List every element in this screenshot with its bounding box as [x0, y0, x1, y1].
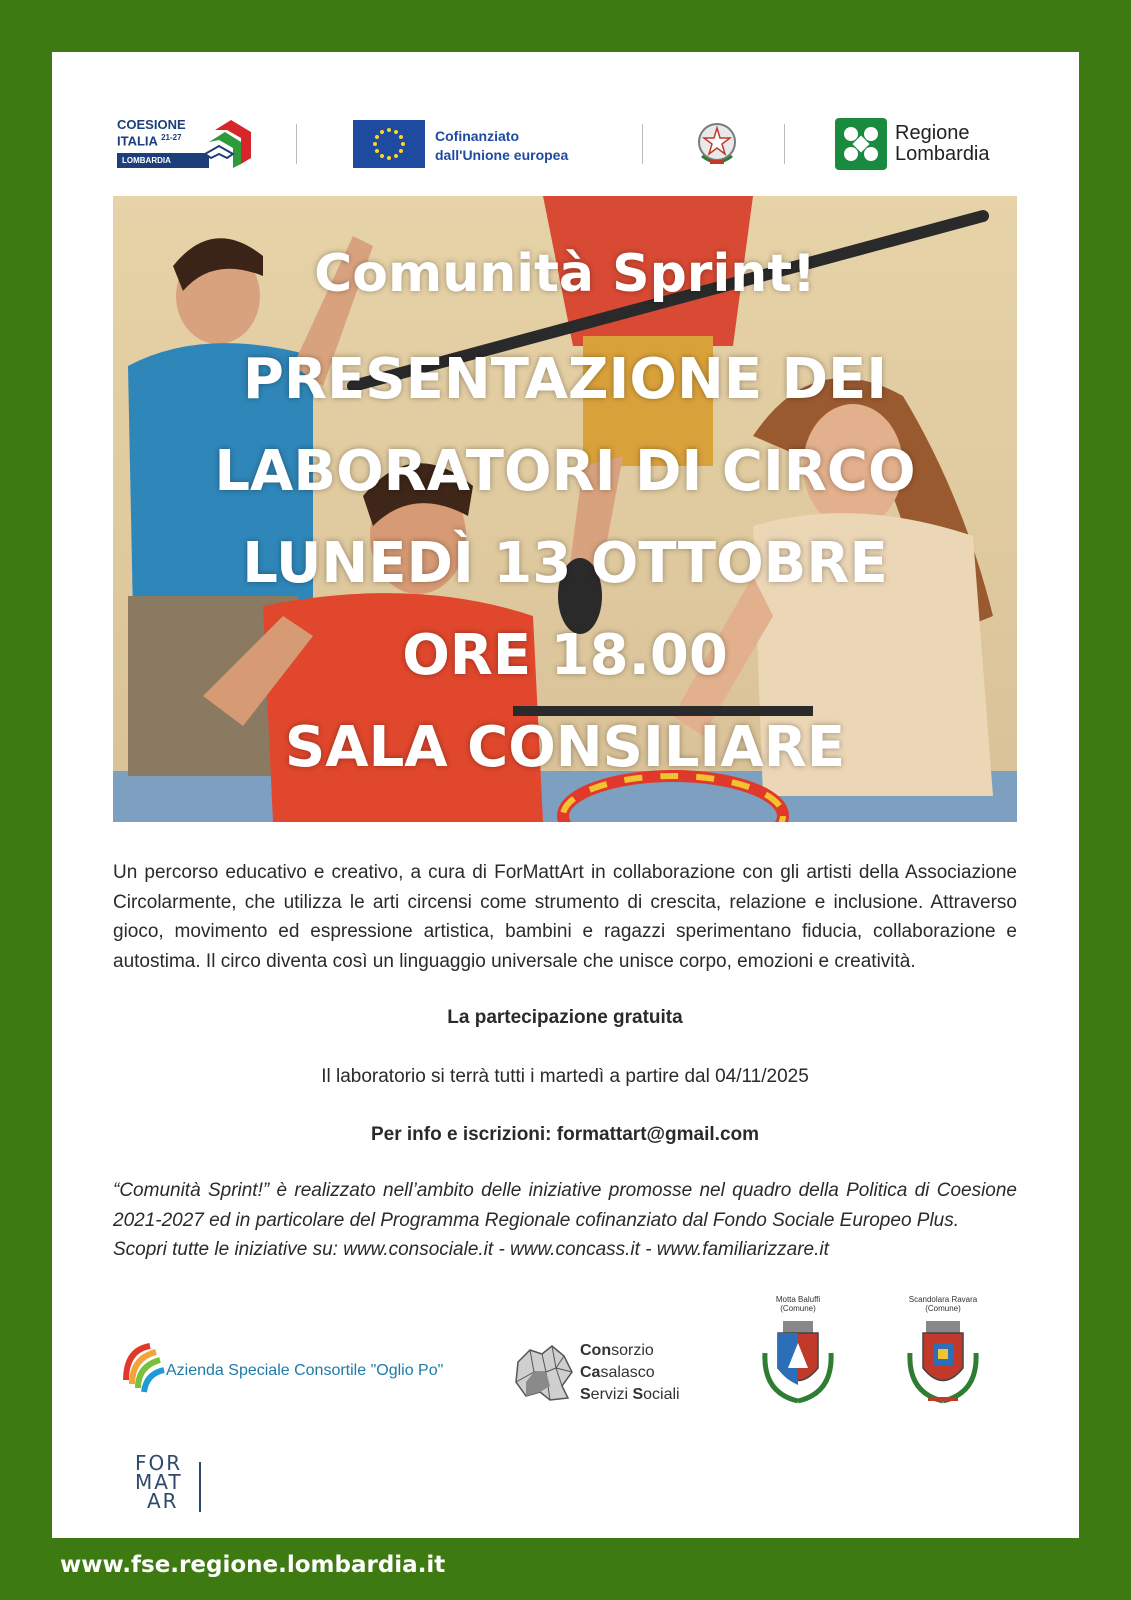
eu-flag-icon: [353, 120, 425, 168]
motta-coat-of-arms-icon: [753, 1313, 843, 1413]
consorzio-map-icon: [512, 1342, 576, 1404]
consorzio-word-3: ervizi: [590, 1386, 633, 1403]
azienda-oglio-po-logo: [120, 1340, 465, 1394]
websites-line: Scopri tutte le iniziative su: www.consociale.it - www.concass.it - www.familiarizzare.it: [113, 1239, 829, 1260]
intro-paragraph: Un percorso educativo e creativo, a cura di ForMattArt in collaborazione con gli artisti della Associazione Circolarmente, che utilizza le arti circensi come strumento di crescita, relazione e inclusione. Attraverso gioco, movimento ed espressione artistica, bambini e ragazzi sperimentano fiducia, collaborazione e autostima. Il circo diventa così un linguaggio universale che unisce corpo, emozioni e creatività.: [113, 862, 1017, 972]
event-date: LUNEDÌ 13 OTTOBRE: [242, 531, 888, 596]
event-heading-line-3: LABORATORI DI CIRCO: [214, 439, 916, 504]
lombardia-line1: Regione: [895, 122, 970, 144]
formatt-bar: [199, 1462, 201, 1512]
eu-line1: Cofinanziato: [435, 128, 519, 144]
coesione-region-label: LOMBARDIA: [117, 153, 209, 168]
scandolara-ravara-crest: [898, 1295, 988, 1418]
azienda-name: Azienda Speciale Consortile "Oglio Po": [166, 1362, 444, 1379]
event-heading-line-2: PRESENTAZIONE DEI: [242, 347, 888, 412]
logo-divider: [784, 124, 785, 164]
formatt-line1: FOR: [135, 1451, 183, 1475]
motta-baluffi-name: Motta Baluffi: [775, 1295, 821, 1304]
motta-baluffi-sub: (Comune): [780, 1304, 816, 1313]
event-venue: SALA CONSILIARE: [284, 715, 846, 780]
lombardia-rose-icon: [835, 118, 887, 170]
hero-title-block: [113, 244, 1017, 794]
formatt-line3: AR: [147, 1489, 179, 1513]
eu-line2: dall'Unione europea: [435, 147, 569, 163]
coesione-arrow-icon: [205, 118, 253, 168]
consorzio-initial-s2: S: [632, 1386, 644, 1403]
consorzio-casalasco-logo: [512, 1340, 692, 1410]
azienda-swirl-icon: [120, 1340, 166, 1394]
formatt-line2: MAT: [135, 1470, 183, 1494]
logo-divider: [296, 124, 297, 164]
info-contact-line: Per info e iscrizioni: formattart@gmail.com: [370, 1124, 760, 1145]
funding-note-text: “Comunità Sprint!” è realizzato nell’ambito delle iniziative promosse nel quadro della Politica di Coesione 2021-2027 ed in particolare del Programma Regionale cofinanziato dal Fondo Sociale Europeo Plus.: [113, 1180, 1017, 1231]
funding-note: [113, 1176, 1017, 1265]
coesione-label: COESIONE: [117, 117, 186, 132]
logo-divider: [642, 124, 643, 164]
event-title: Comunità Sprint!: [314, 244, 816, 304]
schedule-line: Il laboratorio si terrà tutti i martedì a partire dal 04/11/2025: [321, 1066, 809, 1087]
motta-baluffi-crest: [753, 1295, 843, 1418]
formattart-logo: [135, 1451, 215, 1520]
consorzio-initial-con: Con: [580, 1342, 612, 1359]
regione-lombardia-logo: [835, 118, 1019, 170]
italian-republic-emblem-icon: [694, 120, 740, 168]
hero-banner: [113, 196, 1017, 822]
coesione-italia-label: ITALIA: [117, 133, 158, 149]
consorzio-word-1: sorzio: [611, 1342, 654, 1359]
event-time: ORE 18.00: [402, 623, 728, 688]
consorzio-initial-ca: Ca: [580, 1364, 601, 1381]
logo-row: [112, 116, 1018, 174]
free-participation-note: La partecipazione gratuita: [447, 1007, 683, 1028]
scandolara-ravara-name: Scandolara Ravara: [908, 1295, 978, 1304]
lombardia-line2: Lombardia: [895, 143, 990, 165]
eu-cofinanced-logo: [353, 120, 593, 170]
coesione-years: 21-27: [161, 133, 182, 142]
coesione-italia-logo: [117, 118, 257, 170]
consorzio-initial-s: S: [580, 1386, 591, 1403]
consorzio-word-2: salasco: [600, 1364, 655, 1381]
footer-url: www.fse.regione.lombardia.it: [60, 1552, 446, 1578]
consorzio-word-4: ociali: [643, 1386, 680, 1403]
scandolara-coat-of-arms-icon: [898, 1313, 988, 1413]
scandolara-ravara-sub: (Comune): [925, 1304, 961, 1313]
